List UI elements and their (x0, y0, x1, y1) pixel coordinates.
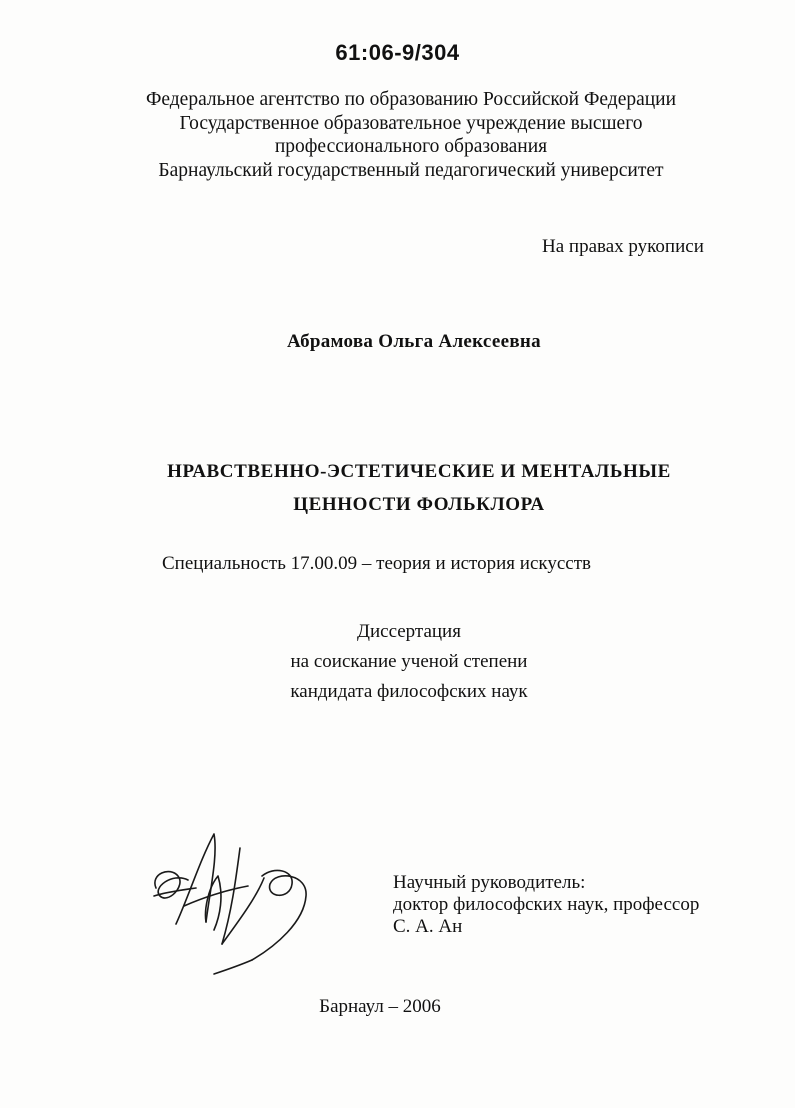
degree-line: кандидата философских наук (290, 681, 528, 702)
institution-line: Федеральное агентство по образованию Российской Федерации (145, 89, 677, 110)
author-name: Абрамова Ольга Алексеевна (287, 331, 541, 352)
city-year: Барнаул – 2006 (319, 996, 441, 1017)
degree-line: на соискание ученой степени (290, 651, 528, 672)
institution-line: Барнаульский государственный педагогический университет (158, 159, 664, 181)
institution-block (0, 88, 795, 182)
title-line: ЦЕННОСТИ ФОЛЬКЛОРА (293, 494, 545, 515)
advisor-line: доктор философских наук, профессор (393, 894, 700, 915)
advisor-line: Научный руководитель: (393, 872, 586, 893)
degree-line: Диссертация (357, 621, 461, 642)
title-line: НРАВСТВЕННО-ЭСТЕТИЧЕСКИЕ И МЕНТАЛЬНЫЕ (167, 461, 671, 482)
specialty-line: Специальность 17.00.09 – теория и история искусств (162, 553, 591, 574)
handwritten-signature (148, 826, 323, 976)
catalog-code: 61:06-9/304 (335, 40, 460, 65)
rights-notice: На правах рукописи (542, 236, 704, 257)
institution-line: профессионального образования (274, 136, 548, 157)
advisor-line: С. А. Ан (393, 916, 463, 937)
institution-line: Государственное образовательное учреждение высшего (179, 112, 643, 134)
degree-block (0, 617, 795, 707)
advisor-block (393, 872, 699, 938)
dissertation-title (0, 455, 795, 521)
